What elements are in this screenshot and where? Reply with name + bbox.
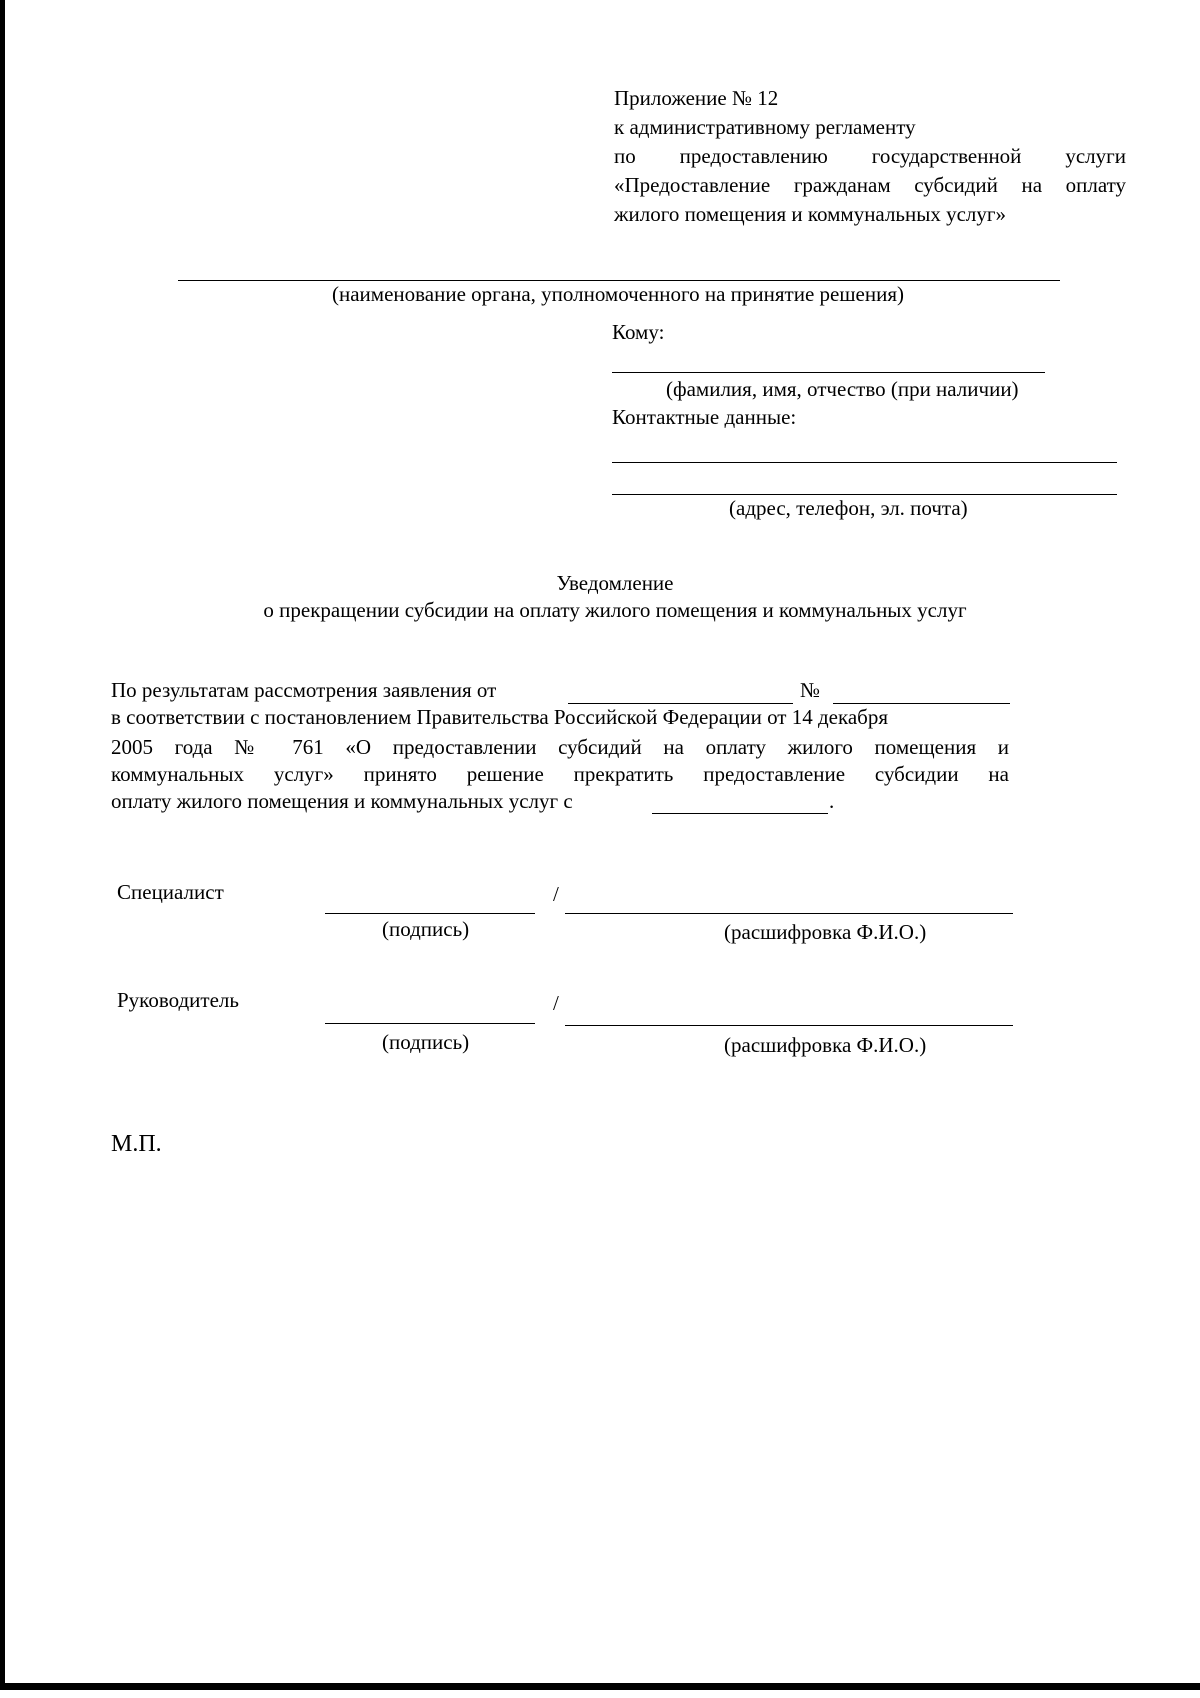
specialist-slash: / [553, 882, 559, 906]
head-label: Руководитель [117, 988, 239, 1012]
specialist-name-caption: (расшифровка Ф.И.О.) [724, 920, 927, 944]
body-line-5: оплату жилого помещения и коммунальных услуг с [111, 789, 573, 813]
application-number-field[interactable] [833, 703, 1010, 704]
specialist-signature-field[interactable] [325, 913, 535, 914]
recipient-to-label: Кому: [612, 320, 665, 344]
application-date-field[interactable] [568, 703, 793, 704]
number-sign: № [800, 678, 821, 702]
appendix-service-line: по предоставлению государственной услуги [614, 144, 1126, 168]
body-line-2: в соответствии с постановлением Правительства Российской Федерации от 14 декабря [111, 705, 889, 729]
contact-data-field-1[interactable] [612, 462, 1117, 463]
body-end-period: . [829, 789, 835, 813]
appendix-regulation-line: к административному регламенту [614, 115, 916, 139]
specialist-name-field[interactable] [565, 913, 1013, 914]
recipient-name-field[interactable] [612, 372, 1045, 373]
stamp-place-label: М.П. [111, 1131, 162, 1157]
specialist-label: Специалист [117, 880, 224, 904]
recipient-name-caption: (фамилия, имя, отчество (при наличии) [666, 377, 1019, 401]
appendix-service-name-line1: «Предоставление гражданам субсидий на оплату [614, 173, 1126, 197]
notice-title: Уведомление [556, 571, 674, 595]
appendix-number: Приложение № 12 [614, 86, 779, 110]
notice-subtitle: о прекращении субсидии на оплату жилого помещения и коммунальных услуг [263, 598, 967, 622]
body-line-3: 2005 года № 761 «О предоставлении субсидий на оплату жилого помещения и [111, 735, 1009, 759]
page-bottom-border [0, 1683, 1200, 1690]
authority-caption: (наименование органа, уполномоченного на принятие решения) [332, 282, 904, 306]
specialist-signature-caption: (подпись) [382, 917, 470, 941]
appendix-service-name-line2: жилого помещения и коммунальных услуг» [614, 202, 1007, 226]
head-name-caption: (расшифровка Ф.И.О.) [724, 1033, 927, 1057]
authority-name-field[interactable] [178, 280, 1060, 281]
head-signature-field[interactable] [325, 1023, 535, 1024]
body-intro-text: По результатам рассмотрения заявления от [111, 678, 497, 702]
page-left-border [0, 0, 5, 1686]
head-name-field[interactable] [565, 1025, 1013, 1026]
contact-data-label: Контактные данные: [612, 405, 797, 429]
contact-data-caption: (адрес, телефон, эл. почта) [729, 496, 968, 520]
appendix-header [614, 86, 1126, 231]
body-line-4: коммунальных услуг» принято решение прекратить предоставление субсидии на [111, 762, 1009, 786]
termination-date-field[interactable] [652, 813, 828, 814]
head-slash: / [553, 991, 559, 1015]
contact-data-field-2[interactable] [612, 494, 1117, 495]
head-signature-caption: (подпись) [382, 1030, 470, 1054]
